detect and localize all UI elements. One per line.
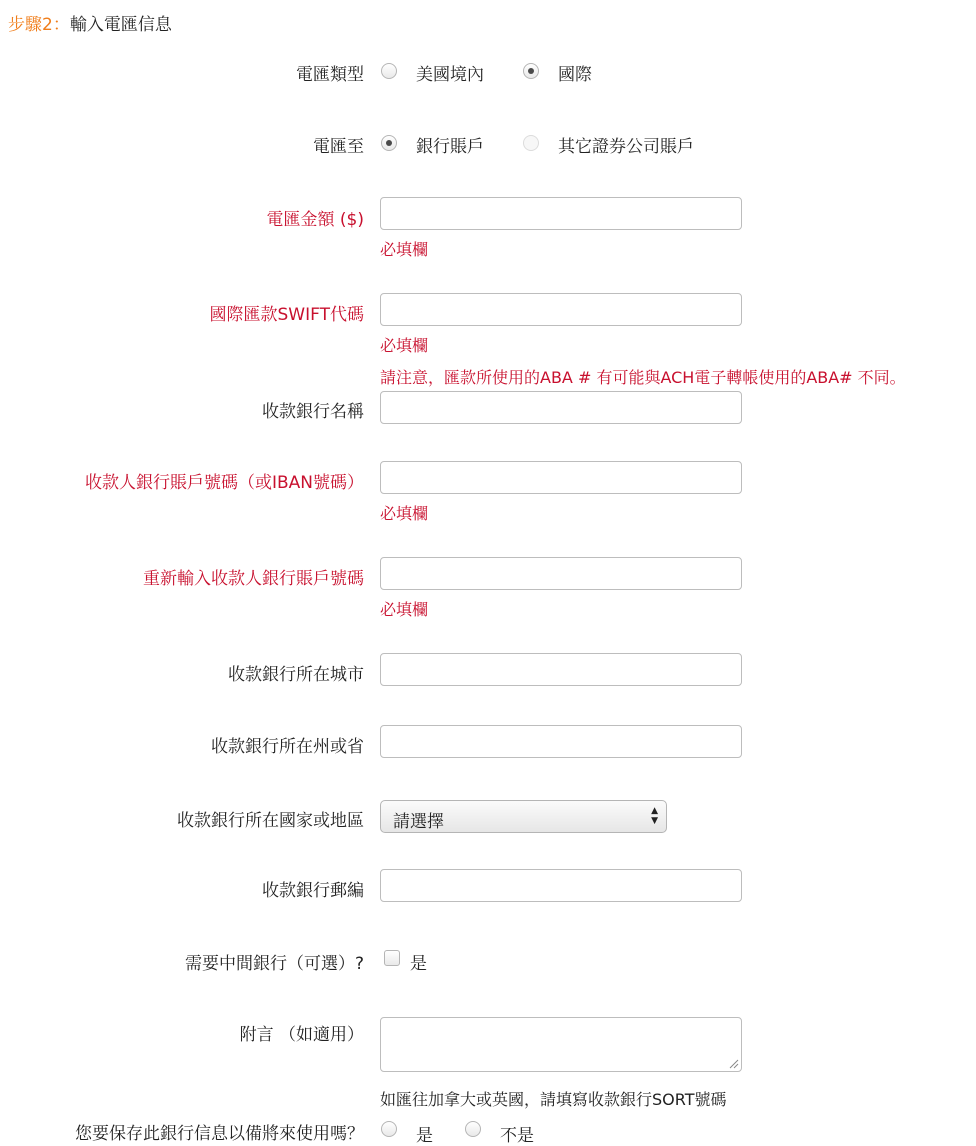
step-title: 輸入電匯信息: [69, 15, 172, 35]
intermediary-checkbox[interactable]: [384, 950, 400, 966]
account-number-confirm-required-note: 必填欄: [380, 600, 429, 619]
swift-label: 國際匯款SWIFT代碼: [209, 305, 364, 325]
step-number: 步驟2：: [8, 15, 70, 35]
wire-type-international-label[interactable]: 國際: [558, 65, 592, 85]
save-info-no-label[interactable]: 不是: [500, 1126, 534, 1146]
bank-country-label: 收款銀行所在國家或地區: [177, 811, 364, 831]
save-info-label: 您要保存此銀行信息以備將來使用嗎？: [75, 1124, 364, 1144]
swift-input[interactable]: [380, 293, 742, 326]
account-number-label: 收款人銀行賬戶號碼（或IBAN號碼）: [84, 473, 364, 493]
amount-input[interactable]: [380, 197, 742, 230]
account-number-input[interactable]: [380, 461, 742, 494]
amount-label: 電匯金額 ($): [266, 210, 364, 230]
account-number-confirm-input[interactable]: [380, 557, 742, 590]
swift-required-note: 必填欄: [380, 336, 429, 355]
wire-to-brokerage-label[interactable]: 其它證券公司賬戶: [558, 137, 694, 157]
wire-to-brokerage-radio[interactable]: [523, 135, 539, 151]
bank-city-input[interactable]: [380, 653, 742, 686]
account-number-confirm-label: 重新輸入收款人銀行賬戶號碼: [143, 569, 364, 589]
bank-state-label: 收款銀行所在州或省: [211, 737, 364, 757]
wire-type-domestic-label[interactable]: 美國境內: [416, 65, 484, 85]
bank-postal-label: 收款銀行郵編: [262, 881, 364, 901]
wire-type-label: 電匯類型: [296, 65, 364, 85]
bank-country-select[interactable]: [380, 800, 667, 833]
select-arrows-icon: ▲ ▼: [651, 806, 658, 826]
bank-name-label: 收款銀行名稱: [262, 402, 364, 422]
wire-to-bank-account-radio[interactable]: [381, 135, 397, 151]
bank-postal-input[interactable]: [380, 869, 742, 902]
amount-required-note: 必填欄: [380, 240, 429, 259]
intermediary-label: 需要中間銀行（可選）?: [184, 954, 364, 974]
bank-name-input[interactable]: [380, 391, 742, 424]
memo-label: 附言 （如適用）: [239, 1025, 364, 1045]
bank-state-input[interactable]: [380, 725, 742, 758]
step-header: [8, 10, 172, 35]
wire-to-bank-account-label[interactable]: 銀行賬戶: [416, 137, 484, 157]
bank-country-selected-value: 請選擇: [393, 812, 444, 832]
save-info-yes-label[interactable]: 是: [416, 1126, 433, 1146]
account-number-required-note: 必填欄: [380, 504, 429, 523]
resize-handle-icon[interactable]: [727, 1057, 739, 1069]
memo-textarea[interactable]: [380, 1017, 742, 1072]
intermediary-option-label[interactable]: 是: [410, 954, 427, 974]
save-info-yes-radio[interactable]: [381, 1121, 397, 1137]
wire-to-label: 電匯至: [313, 137, 364, 157]
save-info-no-radio[interactable]: [465, 1121, 481, 1137]
swift-aba-warning: 請注意，匯款所使用的ABA # 有可能與ACH電子轉帳使用的ABA# 不同。: [380, 368, 906, 387]
memo-sort-code-hint: 如匯往加拿大或英國，請填寫收款銀行SORT號碼: [380, 1090, 727, 1109]
bank-city-label: 收款銀行所在城市: [228, 665, 364, 685]
wire-type-international-radio[interactable]: [523, 63, 539, 79]
wire-type-domestic-radio[interactable]: [381, 63, 397, 79]
